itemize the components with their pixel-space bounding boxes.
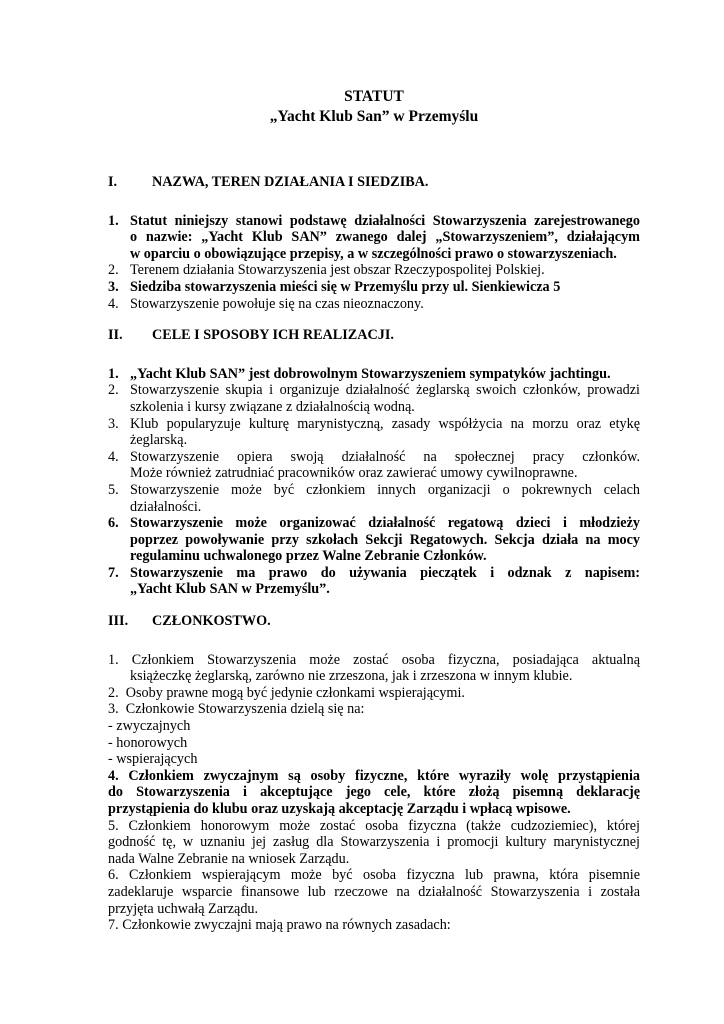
paragraph-line: 5. Członkiem honorowym może zostać osoba fizyczna (także cudzoziemiec), której: [108, 817, 640, 834]
document-page: [108, 0, 640, 934]
list-item: [108, 416, 640, 449]
item-text: „Yacht Klub SAN” jest dobrowolnym Stowarzyszeniem sympatyków jachtingu.: [130, 365, 611, 382]
paragraph-line: 7. Członkowie zwyczajni mają prawo na równych zasadach:: [108, 917, 451, 934]
list-item: [108, 279, 640, 296]
paragraph-line: przystąpienia do klubu oraz uzyskają akceptację Zarządu i wpłacą wpisowe.: [108, 801, 571, 817]
paragraph-line: książeczkę żeglarską, zarówno nie zrzeszona, jak i zrzeszona w innym klubie.: [130, 668, 573, 685]
section-title: CZŁONKOSTWO.: [152, 613, 271, 630]
section-number: II.: [108, 327, 123, 344]
item-line: Stowarzyszenie opiera swoją działalność na społecznej pracy członków.: [130, 448, 640, 465]
item-line: o nazwie: „Yacht Klub SAN” zwanego dalej „Stowarzyszeniem”, działającym: [130, 229, 640, 246]
item-line: żeglarską.: [130, 432, 188, 449]
section-heading-3: [108, 613, 640, 630]
paragraph-line: 3. Członkowie Stowarzyszenia dzielą się na:: [108, 701, 365, 718]
item-number: 4.: [108, 295, 119, 312]
item-text: [130, 565, 640, 598]
item-line: Statut niniejszy stanowi podstawę działalności Stowarzyszenia zarejestrowanego: [130, 212, 640, 229]
item-number: 3.: [108, 415, 119, 432]
section-number: III.: [108, 613, 129, 630]
item-number: 2.: [108, 382, 119, 399]
document-subtitle: „Yacht Klub San” w Przemyślu: [269, 108, 479, 125]
paragraph-line: 1. Członkiem Stowarzyszenia może zostać osoba fizyczna, posiadająca aktualną: [108, 651, 640, 668]
paragraph-line: przyjęta uchwałą Zarządu.: [108, 900, 259, 917]
paragraph-line: 6. Członkiem wspierającym może być osoba fizyczna lub prawna, która pisemnie: [108, 867, 640, 884]
section-heading-1: [108, 174, 640, 191]
list-item: [108, 449, 640, 482]
item-line: poprzez powoływanie przy szkołach Sekcji Regatowych. Sekcja działa na mocy: [130, 531, 640, 548]
item-line: Stowarzyszenie może organizować działalność regatową dzieci i młodzieży: [130, 515, 640, 532]
paragraph-line: nada Walne Zebranie na wniosek Zarządu.: [108, 850, 350, 867]
item-text: [130, 416, 640, 449]
item-number: 1.: [108, 212, 119, 229]
item-text: Siedziba stowarzyszenia mieści się w Przemyślu przy ul. Sienkiewicza 5: [130, 278, 561, 295]
item-line: w oparciu o obowiązujące przepisy, a w szczególności prawo o stowarzyszeniach.: [130, 245, 617, 262]
item-line: działalności.: [130, 498, 202, 515]
item-text: [130, 449, 640, 482]
item-number: 3.: [108, 278, 119, 295]
list-dash-item: - wspierających: [108, 751, 198, 768]
item-text: Stowarzyszenie powołuje się na czas nieoznaczony.: [130, 295, 424, 312]
list-dash-item: - zwyczajnych: [108, 718, 191, 735]
item-number: 6.: [108, 515, 119, 532]
item-number: 5.: [108, 481, 119, 498]
section-2-list: [108, 366, 640, 598]
section-heading-2: [108, 327, 640, 344]
item-line: Klub popularyzuje kulturę marynistyczną, zasady współżycia na morzu oraz etykę: [130, 415, 640, 432]
paragraph-line: zadeklaruje wsparcie finansowe lub rzeczowe na działalność Stowarzyszenia i została: [108, 883, 640, 900]
section-1-list: [108, 213, 640, 313]
list-item: [108, 382, 640, 415]
item-number: 2.: [108, 262, 119, 279]
document-title: STATUT: [344, 88, 404, 105]
section-3-body: [108, 652, 640, 934]
item-text: [130, 382, 640, 415]
item-text: [130, 213, 640, 263]
section-title: CELE I SPOSOBY ICH REALIZACJI.: [152, 327, 394, 344]
paragraph-line: do Stowarzyszenia i akceptujące jego cele, które złożą pisemną deklarację: [108, 784, 640, 801]
list-item: [108, 296, 640, 313]
section-number: I.: [108, 174, 118, 190]
item-text: [130, 515, 640, 565]
list-item: [108, 213, 640, 263]
paragraph-line: 4. Członkiem zwyczajnym są osoby fizyczne, które wyraziły wolę przystąpienia: [108, 767, 640, 784]
paragraph-line: 2. Osoby prawne mogą być jedynie członkami wspierającymi.: [108, 684, 465, 701]
item-line: Stowarzyszenie skupia i organizuje działalność żeglarską swoich członków, prowadzi: [130, 382, 640, 399]
item-number: 7.: [108, 564, 119, 581]
section-title: NAZWA, TEREN DZIAŁANIA I SIEDZIBA.: [152, 174, 429, 190]
item-line: Może również zatrudniać pracowników oraz zawierać umowy cywilnoprawne.: [130, 465, 578, 482]
item-number: 4.: [108, 448, 119, 465]
list-item: [108, 515, 640, 565]
list-item: [108, 565, 640, 598]
item-line: Stowarzyszenie może być członkiem innych organizacji o pokrewnych celach: [130, 481, 640, 498]
item-line: Stowarzyszenie ma prawo do używania pieczątek i odznak z napisem:: [130, 564, 640, 581]
list-item: [108, 482, 640, 515]
item-line: „Yacht Klub SAN w Przemyślu”.: [130, 581, 330, 598]
item-text: [130, 482, 640, 515]
item-number: 1.: [108, 365, 119, 382]
list-item: [108, 366, 640, 383]
list-item: [108, 262, 640, 279]
item-text: Terenem działania Stowarzyszenia jest obszar Rzeczypospolitej Polskiej.: [130, 262, 545, 279]
item-line: regulaminu uchwalonego przez Walne Zebranie Członków.: [130, 548, 487, 565]
item-line: szkolenia i kursy związane z działalnością wodną.: [130, 398, 415, 415]
list-dash-item: - honorowych: [108, 734, 188, 751]
paragraph-line: godność tę, w uznaniu jej zasług dla Stowarzyszenia i promocji kultury marynistycznej: [108, 834, 640, 851]
